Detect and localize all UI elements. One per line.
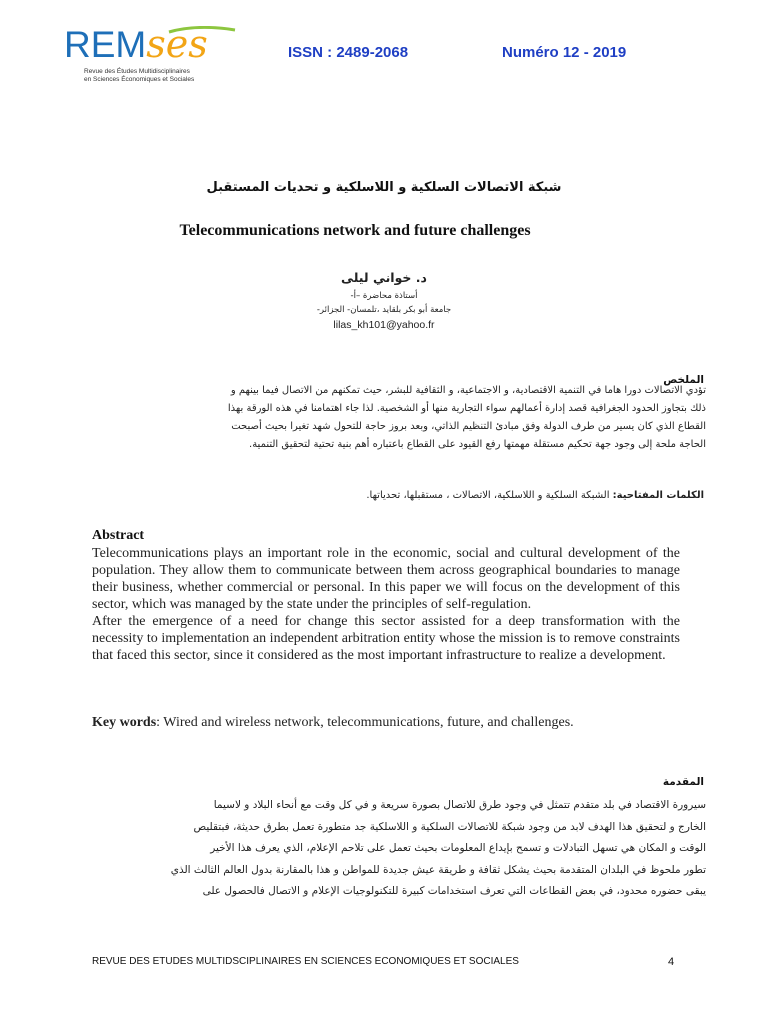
arabic-keywords-label: الكلمات المفتاحية: bbox=[612, 490, 704, 501]
logo-wordmark bbox=[64, 24, 208, 65]
author-name: د. خواني ليلى bbox=[341, 270, 427, 285]
logo-ses: ses bbox=[146, 22, 208, 66]
arabic-abstract-line: تؤدي الاتصالات دورا هاما في التنمية الاقتصادية، و الاجتماعية، و الثقافية للبشر، حيث تمكنهم من الاتصال فيما بينهم و bbox=[230, 385, 706, 396]
arabic-abstract-line: الحاجة ملحة إلى وجود جهة تحكيم مستقلة مهمتها رفع القيود على القطاع باعتباره أهم بنية تحتية لتحقيق التنمية. bbox=[249, 439, 706, 450]
introduction-line: يبقى حضوره محدود، في بعض القطاعات التي تعرف استخدامات كبيرة للتكنولوجيات الإعلام و الاتصال فالحصول على bbox=[202, 885, 706, 897]
title-arabic: شبكة الاتصالات السلكية و اللاسلكية و تحديات المستقبل bbox=[206, 180, 562, 195]
page-number: 4 bbox=[668, 956, 675, 968]
english-keywords bbox=[92, 715, 574, 731]
abstract-paragraph-1: Telecommunications plays an important role in the economic, social and cultural development of the population. They allow them to communicate between them across geographical boundaries to manage their business, whether commercial or personal. In this paper we will focus on the development of this sector, which was managed by the state under the principles of self-regulation. bbox=[92, 546, 680, 612]
introduction-line: الوقت و المكان هي تسهل التبادلات و تسمح بإيداع المعلومات بحيث تعمل على تلاحم الإعلام، الذي يعرف هذا الأخير bbox=[210, 842, 706, 854]
title-english: Telecommunications network and future challenges bbox=[179, 222, 531, 239]
introduction-line: الخارج و لتحقيق هذا الهدف لابد من وجود شبكة للاتصالات السلكية و اللاسلكية جد متطورة تعمل بطرق حديثة، فبتقليص bbox=[193, 820, 706, 833]
english-keywords-text: : Wired and wireless network, telecommunications, future, and challenges. bbox=[156, 715, 574, 730]
logo-subtitle-line2: en Sciences Économiques et Sociales bbox=[84, 76, 195, 83]
journal-logo bbox=[64, 24, 234, 96]
arabic-keywords bbox=[366, 490, 704, 501]
logo-rem: REM bbox=[64, 24, 147, 65]
issue-number: Numéro 12 - 2019 bbox=[502, 44, 627, 61]
author-affiliation: جامعة أبو بكر بلقايد ،تلمسان- الجزائر- bbox=[316, 305, 452, 315]
logo-subtitle-line1: Revue des Études Multidisciplinaires bbox=[84, 68, 190, 75]
logo-subtitle bbox=[84, 68, 194, 84]
author-position: أستاذة محاضرة –أ- bbox=[350, 291, 418, 301]
english-keywords-label: Key words bbox=[92, 715, 157, 730]
issn-label: ISSN : 2489-2068 bbox=[288, 44, 409, 61]
author-email: lilas_kh101@yahoo.fr bbox=[333, 319, 435, 331]
abstract-body bbox=[92, 545, 680, 664]
abstract-heading: Abstract bbox=[92, 528, 145, 543]
introduction-line: تطور ملحوظ في البلدان المتقدمة بحيث يشكل ثقافة و طريقة عيش جديدة للمواطن و هذا بالمقارنة بدول العالم الثالث الذي bbox=[170, 863, 706, 876]
footer-journal-name: REVUE DES ETUDES MULTIDSCIPLINAIRES EN SCIENCES ECONOMIQUES ET SOCIALES bbox=[92, 956, 519, 967]
arabic-abstract-line: ذلك بتجاوز الحدود الجغرافية قصد إدارة أعمالهم سواء التجارية منها أو الشخصية. لذا جاء اهتمامنا في هذه الورقة بهذا bbox=[227, 403, 706, 414]
introduction-body bbox=[88, 795, 706, 903]
introduction-heading: المقدمة bbox=[662, 776, 704, 788]
arabic-abstract-heading: الملخص bbox=[663, 374, 704, 386]
arabic-abstract-line: القطاع الذي كان يسير من طرف الدولة وفق مبادئ التنظيم الذاتي، وبعد بروز حاجة للتحول شهد تغيرا بحيث أصبحت bbox=[231, 421, 706, 432]
arabic-abstract-body bbox=[88, 382, 706, 454]
introduction-line: سيرورة الاقتصاد في بلد متقدم تتمثل في وجود طرق للاتصال بصورة سريعة و في كل وقت مع أنحاء البلاد و لاسيما bbox=[213, 799, 706, 811]
abstract-paragraph-2: After the emergence of a need for change this sector assisted for a deep transformation with the necessity to implementation an independent arbitration entity whose the mission is to remove constraints that faced this sector, since it considered as the most important infrastructure to realize a development. bbox=[92, 614, 680, 663]
arabic-keywords-text: الشبكة السلكية و اللاسلكية، الاتصالات ، مستقبلها، تحدياتها. bbox=[366, 490, 613, 501]
